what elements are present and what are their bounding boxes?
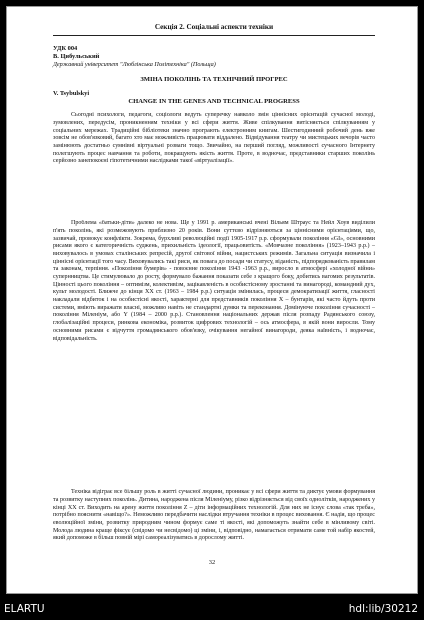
body-paragraph-3: Техніка відіграє все більшу роль в житті сучасної людини, проникає у всі сфери життя та диктує умови формування та розвитку наступних поколінь. Дитина, народжена після Міленіуму, різко відрізняється від своїх однолітків, народжених у кінці ХХ ст. Виходить на арену життя покоління Z – діти інформаційних технологій. Для них не існує слова «так треба», потрібно пояснити «навіщо?». Неможливо передбачити наслідки втручання техніки в процес виховання. Є надія, що процес еволюційної зміни, розвитку природним чином формує саме ті якості, які допоможуть знайти себе в мінливому світі. Молода людина краще фіксує (свідомо чи несвідомо) ці зміни, і, відповідно, намагається отримати саме той набір якостей, який допоможе в більш повній мірі самореалізуватись в дорослому житті. bbox=[53, 489, 375, 542]
repository-name: ELARTU bbox=[4, 603, 45, 615]
page-number: 32 bbox=[208, 559, 216, 566]
body-paragraph-2: Проблема «батьки-діти» далеко не нова. Ще у 1991 р. американські вчені Вільям Штраус та Нейл Хоув виділили п'ять поколінь, які розмежовують приблизно 20 років. Вони суттєво відрізняються за ціннісними орієнтаціями, що, зазвичай, провокує конфлікти. Зокрема, бурхливі революційні події 1905-1917 р.р. сформували покоління «GI», основними рисами якого є категоричність суджень, прихильність ідеології, працьовитість. «Мовчазне покоління» (1923–1943 р.р.) – виховувалось в умовах сталінських репресій, другої світової війни, нацистських режимів. Загальна ситуація визначила і ціннісні орієнтації того часу. Виховувались такі риси, як повага до посади чи статусу, віданість, підпорядкованість правилам та законам, терпіння. «Покоління бумерів» - повоєнне покоління 1943 -1963 р.р., виросло в атмосфері «холодної війни» супернництва. Це стимулювало до росту, формувало бажання показати себе з кращого боку, добитись вагомих результатів. Цінності цього покоління – оптимізм, колективізм, зацікавленість в особистісному зростанні та винагороді, командний дух, культ молодості. Ближче до кінця ХХ ст. (1963 – 1984 р.р.) ситуація змінилась, процеси демократизації життя, гласності накладали відбиток і на особистісні якості, характерні для представників покоління Х – бунтарів, які часто йдуть проти системи, вміють виражати власні, можливо навіть не стандартні думки та переконання. Домінуюче покоління сучасності – покоління Міленіум, або Y (1984 – 2000 р.р.). Становлення національних держав після розпаду Радянського союзу, глобалізаційні процеси, ринкова економіка, розвиток цифрових технологій – ось атмосфера, в якій вони виросли. Тому основними рисами є відчуття громадянського обов'язку, очікування негайної винагороди, деяка наївність, і водночас, відповідальність. bbox=[53, 220, 375, 342]
page-content bbox=[53, 23, 375, 588]
author-name-en: V. Tsybulskyi bbox=[53, 90, 90, 98]
paper-title-en: CHANGE IN THE GENES AND TECHNICAL PROGRESS bbox=[128, 98, 300, 106]
author-affiliation: Державний університет "Люблінська Політехніка" (Польща) bbox=[53, 60, 216, 68]
udk-code: УДК 004 bbox=[53, 45, 78, 52]
repository-footer-bar bbox=[0, 598, 424, 620]
body-paragraph-1: Сьогодні психологи, педагоги, соціологи ведуть суперечку навколо змін ціннісних орієнтацій сучасної молоді, зумовлених, передусім, проникненням техніки у всі сфери життя. Живе спілкування витісняється спілкуванням у соціальних мережах. Традиційні бібліотеки значно програють електронним книгам. Шестигодинний робочий день вже зовсім не обов'язковий, багато хто має можливість працювати віддалено. Відвідування театру чи мистецьких вечорів часто замінюють достатньо сумнівні віртуальні розваги тощо. Звичайно, на перший погляд, можливості сучасного Інтернету полегшують процес навчання та роботи, покращують якість життя. Проте, в водночас, представники старших поколінь серйозно занепокоєні гіпотетичними наслідками такої «віртуалізації». bbox=[53, 112, 375, 165]
document-page bbox=[6, 6, 418, 594]
handle-id: hdl:lib/30212 bbox=[348, 603, 418, 615]
paper-title-ua: ЗМІНА ПОКОЛІНЬ ТА ТЕХНІЧНИЙ ПРОГРЕС bbox=[140, 76, 288, 84]
header-rule bbox=[53, 35, 375, 36]
section-header: Секція 2. Соціальні аспекти техніки bbox=[154, 23, 274, 31]
author-name-ua: В. Цибульський bbox=[53, 52, 100, 60]
